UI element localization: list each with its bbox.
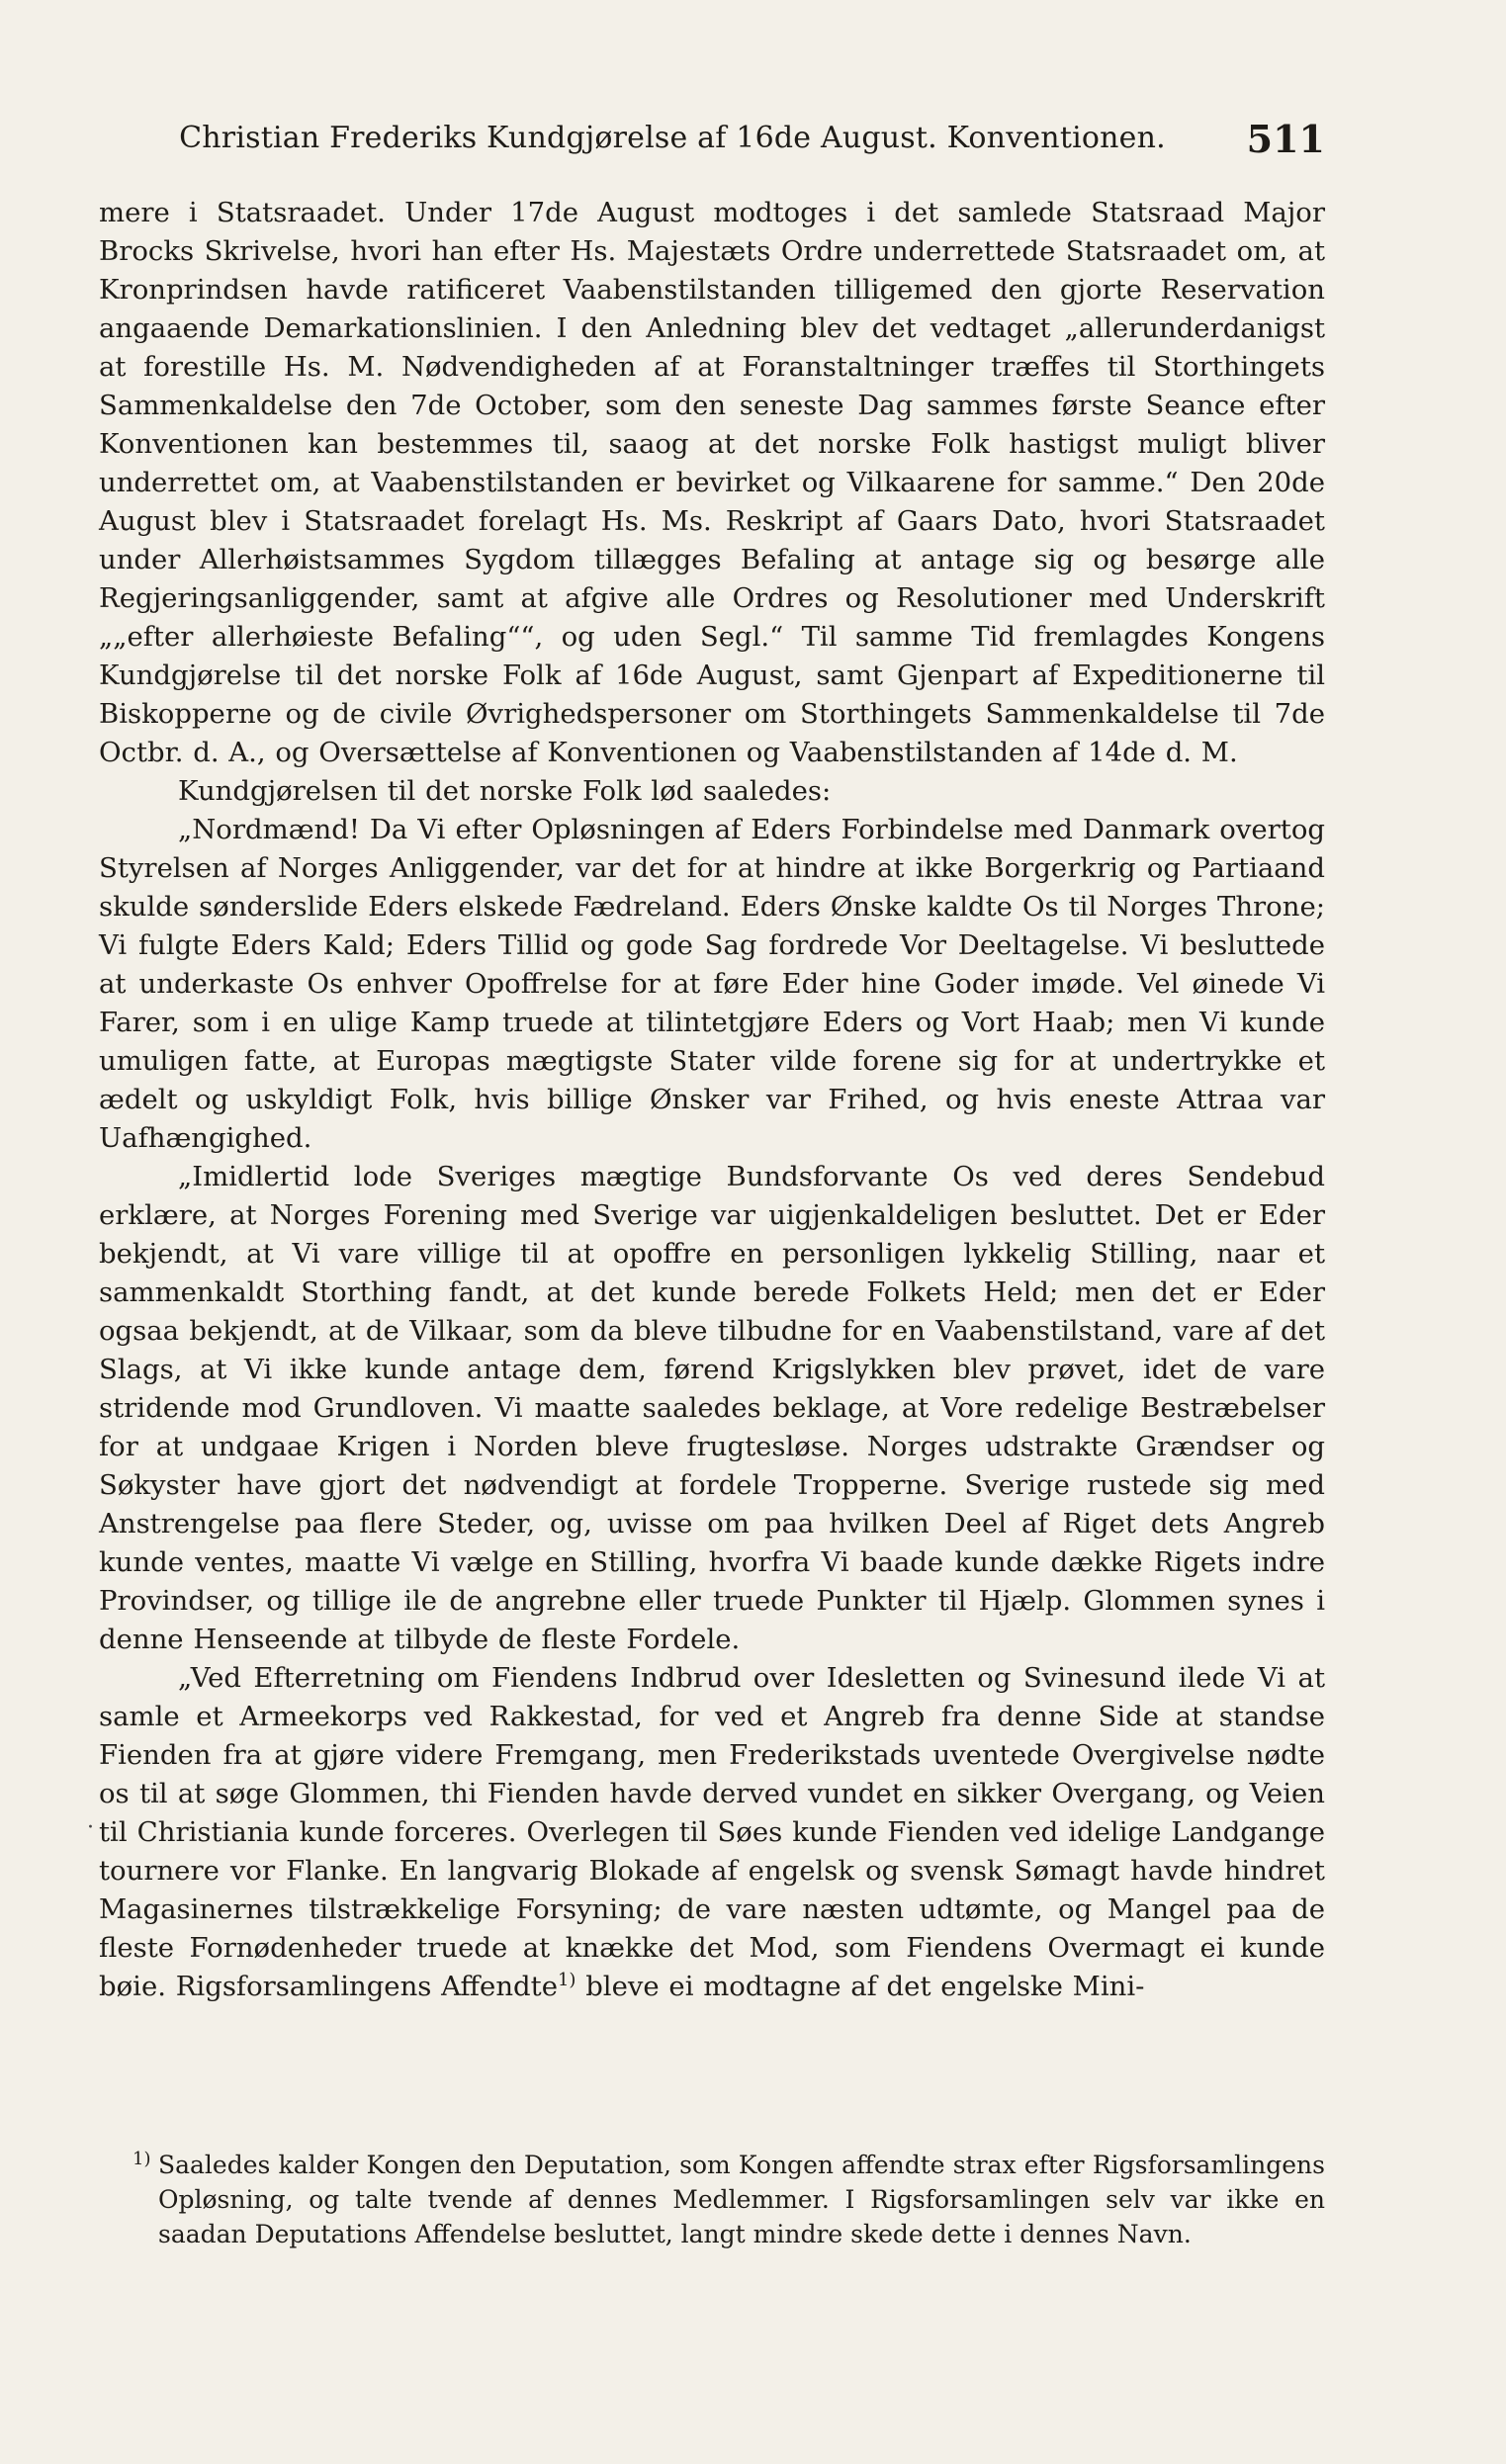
- footnote-text: Saaledes kalder Kongen den Deputation, som Kongen affendte strax efter Rigsforsamlingens Opløsning, og talte tvende af dennes Medlemmer. I Rigsforsamlingen selv var ikke en saadan Deputations Affendelse besluttet, langt mindre skede dette i dennes Navn.: [158, 2151, 1325, 2248]
- page-number: 511: [1246, 117, 1325, 161]
- footnote-mark: 1): [133, 2149, 151, 2169]
- body-text: [99, 194, 1325, 2006]
- page-header: [99, 117, 1325, 166]
- running-title: Christian Frederiks Kundgjørelse af 16de August. Konventionen.: [179, 121, 1166, 155]
- paragraph-kundgjorelse-intro: Kundgjørelsen til det norske Folk lød saaledes:: [178, 775, 832, 807]
- footnote: [133, 2148, 1325, 2251]
- paragraph-imidlertid: „Imidlertid lode Sveriges mægtige Bundsforvante Os ved deres Sendebud erklære, at Norges Forening med Sverige var uigjenkaldeligen besluttet. Det er Eder bekjendt, at Vi vare villige til at opoffre en personligen lykkelig Stilling, naar et sammenkaldt Storthing fandt, at det kunde berede Folkets Held; men det er Eder ogsaa bekjendt, at de Vilkaar, som da bleve tilbudne for en Vaabenstilstand, vare af det Slags, at Vi ikke kunde antage dem, førend Krigslykken blev prøvet, idet de vare stridende mod Grundloven. Vi maatte saaledes beklage, at Vore redelige Bestræbelser for at undgaae Krigen i Norden bleve frugtesløse. Norges udstrakte Grændser og Søkyster have gjort det nødvendigt at fordele Tropperne. Sverige rustede sig med Anstrengelse paa flere Steder, og, uvisse om paa hvilken Deel af Riget dets Angreb kunde ventes, maatte Vi vælge en Stilling, hvorfra Vi baade kunde dække Rigets indre Provindser, og tillige ile de angrebne eller truede Punkter til Hjælp. Glommen synes i denne Henseende at tilbyde de fleste Fordele.: [99, 1161, 1325, 1655]
- footnote-reference: 1): [557, 1969, 576, 1990]
- paragraph-text-continued: bleve ei modtagne af det engelske Mini-: [576, 1971, 1145, 2002]
- margin-mark: ·: [87, 1815, 94, 1840]
- paragraph-text: „Ved Efterretning om Fiendens Indbrud over Idesletten og Svinesund ilede Vi at samle et Armeekorps ved Rakkestad, for ved et Angreb fra denne Side at standse Fienden fra at gjøre videre Fremgang, men Frederikstads uventede Overgivelse nødte os til at søge Glommen, thi Fienden havde derved vundet en sikker Overgang, og Veien til Christiania kunde forceres. Overlegen til Søes kunde Fienden ved idelige Landgange tournere vor Flanke. En langvarig Blokade af engelsk og svensk Sømagt havde hindret Magasinernes tilstrækkelige Forsyning; de vare næsten udtømte, og Mangel paa de fleste Fornødenheder truede at knække det Mod, som Fiendens Overmagt ei kunde bøie. Rigsforsamlingens Affendte: [99, 1662, 1325, 2002]
- paragraph-statsraad: mere i Statsraadet. Under 17de August modtoges i det samlede Statsraad Major Brocks Skrivelse, hvori han efter Hs. Majestæts Ordre underrettede Statsraadet om, at Kronprindsen havde ratificeret Vaabenstilstanden tilligemed den gjorte Reservation angaaende Demarkationslinien. I den Anledning blev det vedtaget „allerunderdanigst at forestille Hs. M. Nødvendigheden af at Foranstaltninger træffes til Storthingets Sammenkaldelse den 7de October, som den seneste Dag sammes første Seance efter Konventionen kan bestemmes til, saaog at det norske Folk hastigst muligt bliver underrettet om, at Vaabenstilstanden er bevirket og Vilkaarene for samme.“ Den 20de August blev i Statsraadet forelagt Hs. Ms. Reskript af Gaars Dato, hvori Statsraadet under Allerhøistsammes Sygdom tillægges Befaling at antage sig og besørge alle Regjeringsanliggender, samt at afgive alle Ordres og Resolutioner med Underskrift „„efter allerhøieste Befaling““, og uden Segl.“ Til samme Tid fremlagdes Kongens Kundgjørelse til det norske Folk af 16de August, samt Gjenpart af Expeditionerne til Biskopperne og de civile Øvrighedspersoner om Storthingets Sammenkaldelse til 7de Octbr. d. A., og Oversættelse af Konventionen og Vaabenstilstanden af 14de d. M.: [99, 197, 1325, 768]
- paragraph-nordmaend: „Nordmænd! Da Vi efter Opløsningen af Eders Forbindelse med Danmark overtog Styrelsen af Norges Anliggender, var det for at hindre at ikke Borgerkrig og Partiaand skulde sønderslide Eders elskede Fædreland. Eders Ønske kaldte Os til Norges Throne; Vi fulgte Eders Kald; Eders Tillid og gode Sag fordrede Vor Deeltagelse. Vi besluttede at underkaste Os enhver Opoffrelse for at føre Eder hine Goder imøde. Vel øinede Vi Farer, som i en ulige Kamp truede at tilintetgjøre Eders og Vort Haab; men Vi kunde umuligen fatte, at Europas mægtigste Stater vilde forene sig for at undertrykke et ædelt og uskyldigt Folk, hvis billige Ønsker var Frihed, og hvis eneste Attraa var Uafhængighed.: [99, 814, 1325, 1154]
- paragraph-ved-efterretning: [99, 1659, 1325, 2006]
